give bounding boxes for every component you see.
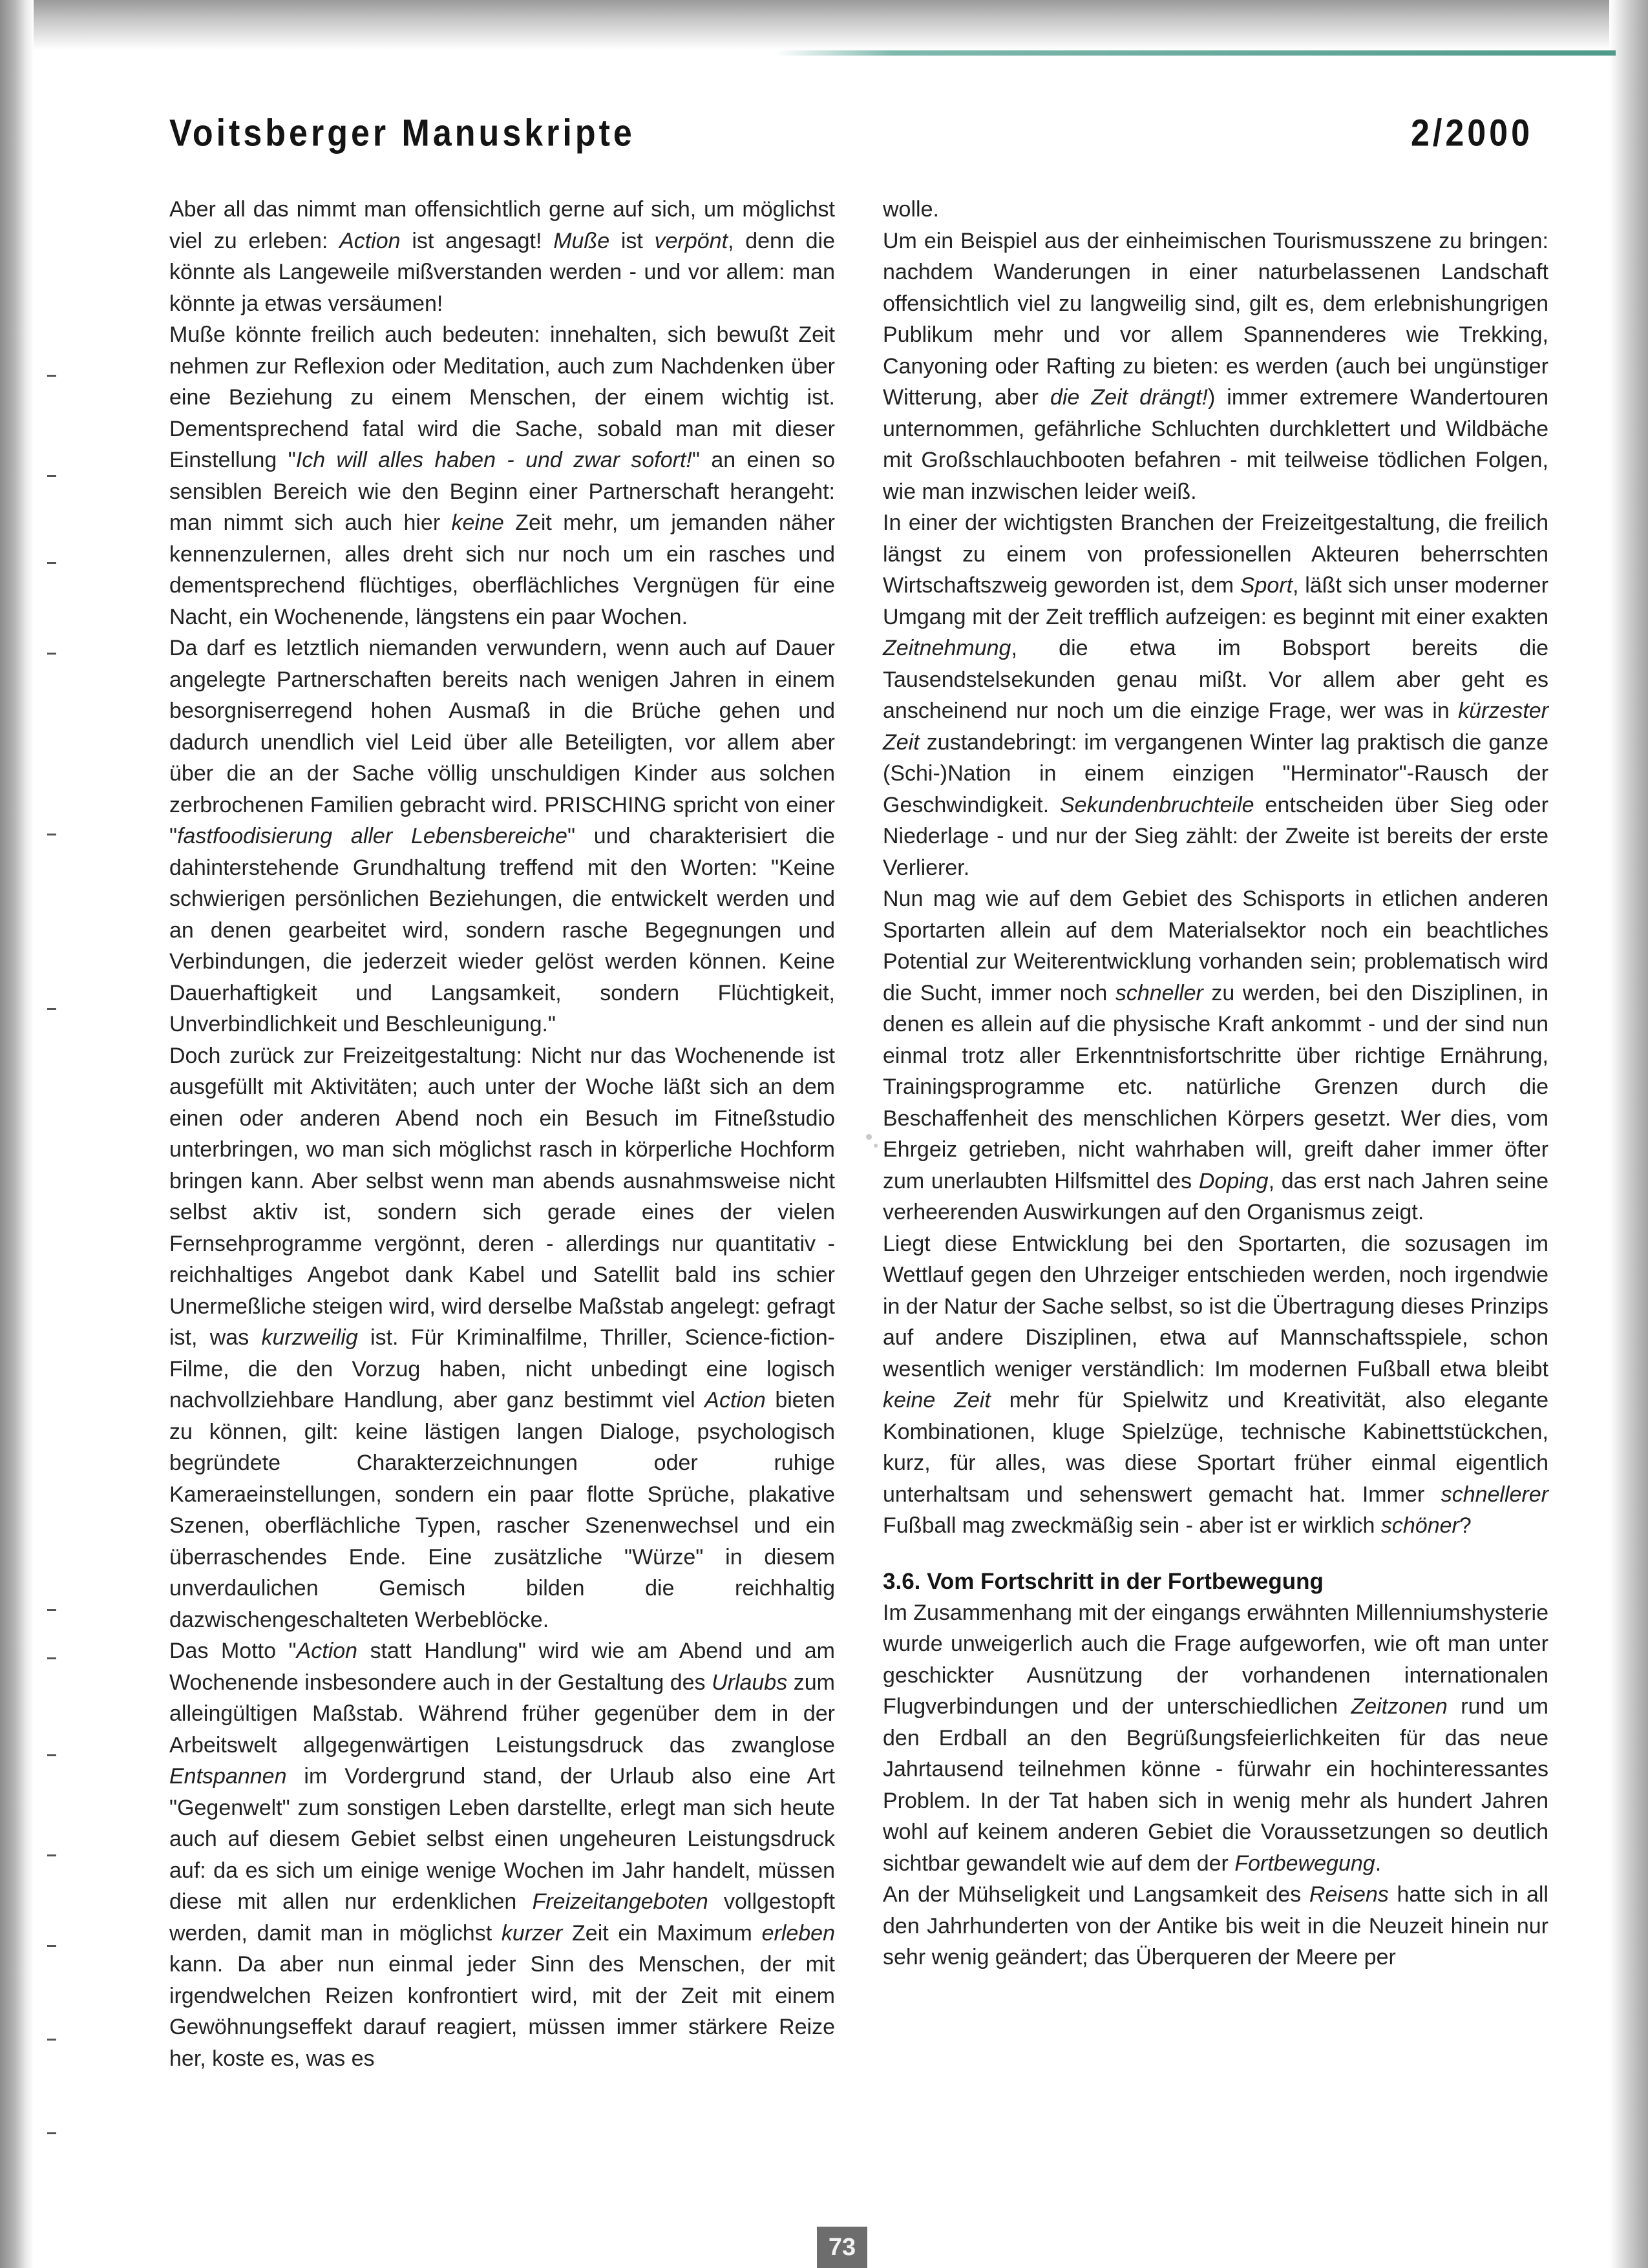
text-run: ) immer extremere Wandertouren unternommen, gefährliche Schluchten durchklettert und Wildbäche mit Großschlauchbooten befahren - mit teilweise tödlichen Folgen, wie man inzwischen leider weiß. [883, 385, 1549, 504]
text-run: , läßt sich unser moderner Umgang mit der Zeit trefflich aufzeigen: es beginnt mit einer exakten [883, 573, 1548, 629]
body-paragraph [883, 226, 1548, 508]
running-header [169, 97, 1533, 155]
text-run: Zeit mehr, um jemanden näher kennenzulernen, alles dreht sich nur noch um ein rasches und dementsprechend flüchtiges, oberflächliches Vergnügen für eine Nacht, ein Wochenende, längstens ein paar Wochen. [169, 510, 835, 629]
body-paragraph [169, 319, 835, 633]
body-paragraph [883, 194, 1548, 226]
text-run: statt Handlung" wird wie am Abend und am Wochenende insbesondere auch in der Gestaltung des [169, 1639, 835, 1695]
text-run: ist angesagt! [400, 228, 554, 253]
text-run: ist. Für Kriminalfilme, Thriller, Science-fiction-Filme, die den Vorzug haben, nicht unbedingt eine logisch nachvollziehbare Handlung, aber ganz bestimmt viel [169, 1325, 835, 1412]
scan-shadow-right [1609, 0, 1648, 2268]
emphasized-text: kurzer [501, 1920, 563, 1946]
emphasized-text: Sport [1240, 573, 1293, 598]
text-run: Zeit ein Maximum [562, 1920, 762, 1946]
section-heading: 3.6. Vom Fortschritt in der Fortbewegung [883, 1568, 1324, 1594]
text-run: Muße könnte freilich auch bedeuten: innehalten, sich bewußt Zeit nehmen zur Reflexion oder Meditation, auch zum Nachdenken über eine Beziehung zu einem Menschen, der einem wichtig ist. Dementsprechend fatal wird die Sache, sobald man mit dieser Einstellung " [169, 322, 835, 472]
scan-speck [874, 1144, 878, 1148]
text-run: zu werden, bei den Disziplinen, in denen es allein auf die physische Kraft ankommt - und der sind nun einmal trotz aller Erkenntnisfortschritte über richtige Ernährung, Trainingsprogramme etc. natürliche Grenzen durch die Beschaffenheit des menschlichen Körpers gesetzt. Wer dies, vom Ehrgeiz getrieben, nicht wahrhaben will, greift daher immer öfter zum unerlaubten Hilfsmittel des [883, 980, 1549, 1193]
emphasized-text: Action [704, 1388, 766, 1412]
emphasized-text: Action [296, 1639, 358, 1663]
page-number: 73 [817, 2227, 867, 2268]
emphasized-text: keine Zeit [883, 1388, 991, 1412]
body-paragraph [169, 1635, 835, 2074]
emphasized-text: Urlaubs [712, 1670, 788, 1695]
body-paragraph [883, 1879, 1548, 1973]
emphasized-text: Action [339, 228, 401, 253]
emphasized-text: schnellerer [1441, 1482, 1548, 1507]
text-run: Um ein Beispiel aus der einheimischen Tourismusszene zu bringen: nachdem Wanderungen in einer naturbelassenen Landschaft offensichtlich viel zu langweilig sind, gilt es, dem erlebnishungrigen Publikum mehr und vor allem Spannenderes wie Trekking, Canyoning oder Rafting zu bieten: es werden (auch bei ungünstiger Witterung, aber [883, 228, 1548, 410]
emphasized-text: die Zeit drängt! [1050, 385, 1208, 410]
text-run: Fußball mag zweckmäßig sein - aber ist er wirklich [883, 1513, 1381, 1538]
text-run: . [1375, 1851, 1382, 1876]
scan-shadow-left [0, 0, 34, 2268]
scan-shadow-top [0, 0, 1648, 50]
text-run: Da darf es letztlich niemanden verwundern, wenn auch auf Dauer angelegte Partnerschaften bereits nach wenigen Jahren in einem besorgniserregend hohen Ausmaß in die Brüche gehen und dadurch unendlich viel Leid über alle Beteiligten, vor allem aber über die an der Sache völlig unschuldigen Kinder aus solchen zerbrochenen Familien gebracht wird. PRISCHING spricht von einer " [169, 636, 835, 848]
emphasized-text: Muße [553, 228, 610, 253]
emphasized-text: Zeitzonen [1351, 1694, 1448, 1719]
text-run: entscheiden über Sieg oder Niederlage - und nur der Sieg zählt: der Zweite ist bereits der erste Verlierer. [883, 792, 1548, 880]
text-run: , das erst nach Jahren seine verheerenden Auswirkungen auf den Organismus zeigt. [883, 1168, 1548, 1224]
text-run: Doch zurück zur Freizeitgestaltung: Nicht nur das Wochenende ist ausgefüllt mit Aktivitäten; auch unter der Woche läßt sich an dem einen oder anderen Abend noch ein Besuch im Fitneßstudio unterbringen, wo man sich möglichst rasch in körperliche Hochform bringen kann. Aber selbst wenn man abends ausnahmsweise nicht selbst aktiv ist, sondern sich gerade eines der vielen Fernsehprogramme vergönnt, deren - allerdings nur quantitativ - reichhaltiges Angebot dank Kabel und Satellit bald ins schier Unermeßliche steigen wird, wird derselbe Maßstab angelegt: gefragt ist, was [169, 1043, 835, 1350]
emphasized-text: Fortbewegung [1234, 1851, 1375, 1876]
text-run: bieten zu können, gilt: keine lästigen langen Dialoge, psychologisch begründete Charakterzeichnungen oder ruhige Kameraeinstellungen, sondern ein paar flotte Sprüche, plakative Szenen, oberflächliche Typen, rascher Szenenwechsel und ein überraschendes Ende. Eine zusätzliche "Würze" in diesem unverdaulichen Gemisch bilden die reichhaltig dazwischengeschalteten Werbeblöcke. [169, 1388, 835, 1632]
body-paragraph [883, 883, 1548, 1228]
issue-number: 2/2000 [1410, 112, 1533, 154]
emphasized-text: schneller [1115, 980, 1203, 1005]
body-paragraph [169, 1040, 835, 1636]
text-run: " an einen so sensiblen Bereich wie den Beginn einer Partnerschaft herangeht: man nimmt sich auch hier [169, 448, 836, 535]
emphasized-text: Entspannen [169, 1764, 287, 1789]
emphasized-text: Freizeitangeboten [532, 1889, 708, 1914]
text-run: kann. Da aber nun einmal jeder Sinn des Menschen, der mit irgendwelchen Reizen konfrontiert wird, mit der Zeit mit einem Gewöhnungseffekt darauf reagiert, müssen immer stärkere Reize her, koste es, was es [169, 1952, 835, 2071]
emphasized-text: kürzester Zeit [883, 698, 1548, 755]
text-run: Liegt diese Entwicklung bei den Sportarten, die sozusagen im Wettlauf gegen den Uhrzeiger entschieden werden, noch irgendwie in der Natur der Sache selbst, so ist die Übertragung dieses Prinzips auf andere Disziplinen, etwa auf Mannschaftsspiele, schon wesentlich weniger verständlich: Im modernen Fußball etwa bleibt [883, 1231, 1548, 1381]
body-paragraph [883, 507, 1548, 883]
text-run: , denn die könnte als Langeweile mißverstanden werden - und vor allem: man könnte ja etwas versäumen! [169, 228, 835, 316]
text-run: In einer der wichtigsten Branchen der Freizeitgestaltung, die freilich längst zu einem von professionellen Akteuren beherrschten Wirtschaftszweig geworden ist, dem [883, 510, 1548, 598]
emphasized-text: verpönt [654, 228, 728, 253]
text-run: Aber all das nimmt man offensichtlich gerne auf sich, um möglichst viel zu erleben: [169, 197, 835, 253]
text-run: hatte sich in all den Jahrhunderten von der Antike bis weit in die Neuzeit hinein nur sehr wenig geändert; das Überqueren der Meere per [883, 1882, 1548, 1969]
body-paragraph [883, 1597, 1548, 1880]
body-paragraph [169, 194, 835, 319]
text-run: ist [609, 228, 655, 253]
text-run: " und charakterisiert die dahinterstehende Grundhaltung treffend mit den Worten: "Keine schwierigen persönlichen Beziehungen, die entwickelt werden und an denen gearbeitet wird, sondern rasche Begegnungen und Verbindungen, die jederzeit wieder gelöst werden können. Keine Dauerhaftigkeit und Langsamkeit, sondern Flüchtigkeit, Unverbindlichkeit und Beschleunigung." [169, 824, 835, 1036]
text-run: Das Motto " [169, 1639, 297, 1663]
body-paragraph [883, 1228, 1548, 1542]
text-run: , die etwa im Bobsport bereits die Tausendstelsekunden genau mißt. Vor allem aber geht es anscheinend nur noch um die einzige Frage, wer was in [883, 636, 1548, 723]
scan-speck [866, 1134, 872, 1140]
text-run: zustandebringt: im vergangenen Winter lag praktisch die ganze (Schi-)Nation in einem einzigen "Herminator"-Rausch der Geschwindigkeit. [883, 730, 1548, 817]
left-text-column [169, 194, 835, 2074]
text-run: wolle. [883, 197, 939, 222]
text-run: ? [1459, 1513, 1472, 1538]
text-run: Im Zusammenhang mit der eingangs erwähnten Millenniumshysterie wurde unweigerlich auch die Frage aufgeworfen, wie oft man unter geschickter Ausnützung der vorhandenen internationalen Flugverbindungen und der unterschiedlichen [883, 1600, 1548, 1719]
emphasized-text: Reisens [1309, 1882, 1389, 1907]
text-run: mehr für Spielwitz und Kreativität, also elegante Kombinationen, kluge Spielzüge, technische Kabinettstückchen, kurz, für alles, was diese Sportart früher einmal eigentlich unterhaltsam und sehenswert gemacht hat. Immer [883, 1388, 1548, 1507]
right-text-column [883, 194, 1548, 1973]
text-run: vollgestopft werden, damit man in möglichst [169, 1889, 835, 1946]
text-run: An der Mühseligkeit und Langsamkeit des [883, 1882, 1309, 1907]
cover-edge-strip [776, 50, 1616, 56]
text-run: rund um den Erdball an den Begrüßungsfeierlichkeiten für das neue Jahrtausend teilnehmen könne - fürwahr ein hochinteressantes Problem. In der Tat haben sich in wenig mehr als hundert Jahren wohl auf keinem anderen Gebiet die Voraussetzungen so deutlich sichtbar gewandelt wie auf dem der [883, 1694, 1548, 1876]
emphasized-text: Doping [1198, 1168, 1269, 1193]
publication-title: Voitsberger Manuskripte [169, 112, 635, 154]
right-column-upper-text [883, 194, 1548, 1542]
emphasized-text: Ich will alles haben - und zwar sofort! [295, 448, 692, 472]
emphasized-text: keine [451, 510, 504, 535]
emphasized-text: schöner [1380, 1513, 1459, 1538]
emphasized-text: Sekundenbruchteile [1060, 792, 1254, 817]
emphasized-text: kurzweilig [261, 1325, 358, 1350]
emphasized-text: erleben [761, 1920, 835, 1946]
text-run: im Vordergrund stand, der Urlaub also eine Art "Gegenwelt" zum sonstigen Leben darstellte, erlegt man sich heute auch auf diesem Gebiet selbst einen ungeheuren Leistungsdruck auf: da es sich um einige wenige Wochen im Jahr handelt, müssen diese mit allen nur erdenklichen [169, 1764, 835, 1914]
emphasized-text: fastfoodisierung aller Lebensbereiche [177, 824, 567, 848]
right-column-lower-text [883, 1597, 1548, 1973]
text-run: Nun mag wie auf dem Gebiet des Schisports in etlichen anderen Sportarten allein auf dem Materialsektor noch ein beachtliches Potential zur Weiterentwicklung vorhanden sein; problematisch wird die Sucht, immer noch [883, 887, 1548, 1005]
emphasized-text: Zeitnehmung [883, 636, 1011, 660]
text-run: zum alleingültigen Maßstab. Während früher gegenüber dem in der Arbeitswelt allgegenwärtigen Leistungsdruck das zwanglose [169, 1670, 835, 1758]
body-paragraph [169, 633, 835, 1040]
